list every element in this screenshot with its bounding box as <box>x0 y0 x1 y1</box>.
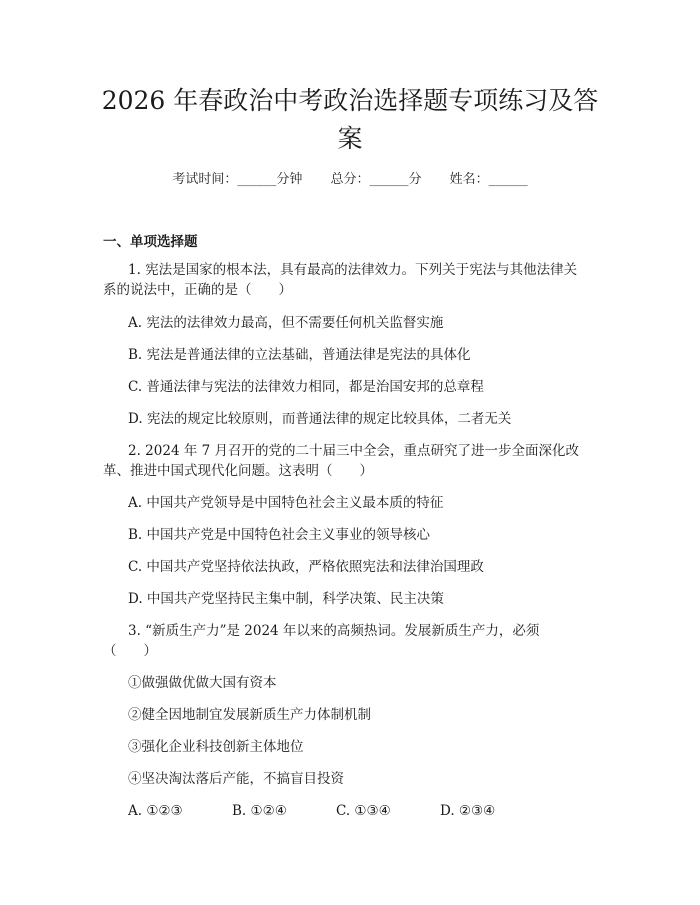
question-2-stem-line-2: 革、推进中国式现代化问题。这表明（ ） <box>103 463 373 479</box>
question-3-item-3: ③强化企业科技创新主体地位 <box>128 739 304 755</box>
exam-meta <box>0 168 700 187</box>
question-1-option-b: B. 宪法是普通法律的立法基础，普通法律是宪法的具体化 <box>128 347 471 363</box>
question-1-option-c: C. 普通法律与宪法的法律效力相同，都是治国安邦的总章程 <box>128 379 484 395</box>
question-1-option-a: A. 宪法的法律效力最高，但不需要任何机关监督实施 <box>128 315 444 331</box>
title-line-2: 案 <box>337 124 363 153</box>
question-2-stem-line-1: 2. 2024 年 7 月召开的党的二十届三中全会，重点研究了进一步全面深化改 <box>128 443 579 459</box>
question-3-choice-d: D. ②③④ <box>440 803 496 819</box>
question-1-option-d: D. 宪法的规定比较原则，而普通法律的规定比较具体，二者无关 <box>128 411 512 427</box>
exam-name: 姓名：______ <box>449 172 528 187</box>
question-2-option-d: D. 中国共产党坚持民主集中制，科学决策、民主决策 <box>128 591 444 607</box>
question-3-stem-line-1: 3. “新质生产力”是 2024 年以来的高频热词。发展新质生产力，必须 <box>128 623 540 639</box>
question-1-stem-line-1: 1. 宪法是国家的根本法，具有最高的法律效力。下列关于宪法与其他法律关 <box>128 262 578 278</box>
question-3-choice-b: B. ①②④ <box>232 803 287 819</box>
section-heading: 一、单项选择题 <box>103 234 198 250</box>
question-2-option-a: A. 中国共产党领导是中国特色社会主义最本质的特征 <box>128 495 444 511</box>
question-2-option-c: C. 中国共产党坚持依法执政，严格依照宪法和法律治国理政 <box>128 559 484 575</box>
question-3-choice-a: A. ①②③ <box>128 803 183 819</box>
title-line-1: 2026 年春政治中考政治选择题专项练习及答 <box>101 86 599 115</box>
question-3-stem-line-2: （ ） <box>103 643 157 659</box>
question-3-choice-c: C. ①③④ <box>336 803 391 819</box>
exam-score: 总分：______分 <box>330 172 422 187</box>
page-title <box>60 82 640 158</box>
question-3-item-4: ④坚决淘汰落后产能，不搞盲目投资 <box>128 771 344 787</box>
question-3-item-1: ①做强做优做大国有资本 <box>128 675 277 691</box>
question-3-item-2: ②健全因地制宜发展新质生产力体制机制 <box>128 707 371 723</box>
exam-time: 考试时间：______分钟 <box>172 172 303 187</box>
question-1-stem-line-2: 系的说法中，正确的是（ ） <box>103 282 292 298</box>
question-3-choices <box>128 801 544 821</box>
question-2-option-b: B. 中国共产党是中国特色社会主义事业的领导核心 <box>128 527 431 543</box>
